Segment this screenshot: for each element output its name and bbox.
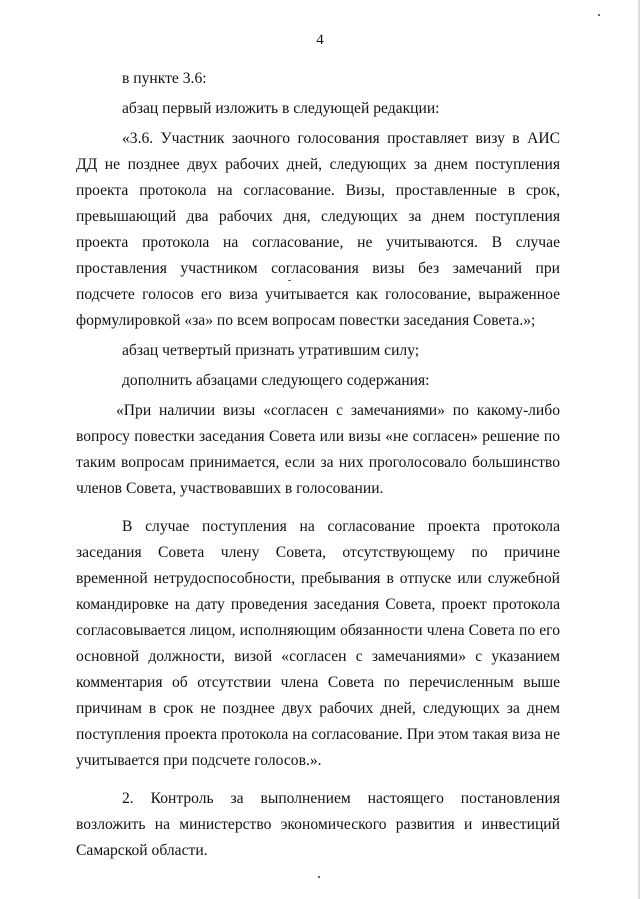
scan-speck <box>288 280 291 281</box>
paragraph-first-abzac-instruction: абзац первый изложить в следующей редакции: <box>122 100 440 117</box>
paragraph-new-abzac-remarks: «При наличии визы «согласен с замечаниями» по какому-либо вопросу повестки заседания Совета или визы «не согласен» решение по таким вопросам принимается, если за них проголосовало большинство членов Совета, участвовавших в голосовании. <box>76 402 560 497</box>
scan-speck <box>318 876 320 878</box>
paragraph-supplement-instruction: дополнить абзацами следующего содержания: <box>122 372 430 389</box>
paragraph-control-clause: 2. Контроль за выполнением настоящего постановления возложить на министерство экономического развития и инвестиций Самарской области. <box>76 790 560 859</box>
scan-speck <box>598 14 600 16</box>
paragraph-fourth-abzac-repeal: абзац четвертый признать утратившим силу; <box>122 342 420 359</box>
paragraph-new-wording-3-6: «3.6. Участник заочного голосования проставляет визу в АИС ДД не позднее двух рабочих дней, следующих за днем поступления проекта протокола на согласование. Визы, проставленные в срок, превышающий два рабочих дня, следующих за днем поступления проекта протокола на согласование, не учитываются. В случае проставления участником согласования визы без замечаний при подсчете голосов его виза учитывается как голосование, выраженное формулировкой «за» по всем вопросам повестки заседания Совета.»; <box>76 130 560 329</box>
page-number: 4 <box>316 32 324 48</box>
document-body <box>76 66 560 864</box>
paragraph-new-abzac-absence: В случае поступления на согласование проекта протокола заседания Совета члену Совета, отсутствующему по причине временной нетрудоспособности, пребывания в отпуске или служебной командировке на дату проведения заседания Совета, проект протокола согласовывается лицом, исполняющим обязанности члена Совета по его основной должности, визой «согласен с замечаниями» с указанием комментария об отсутствии члена Совета по перечисленным выше причинам в срок не позднее двух рабочих дней, следующих за днем поступления проекта протокола на согласование. При этом такая виза не учитывается при подсчете голосов.». <box>76 518 560 769</box>
paragraph-item-3-6: в пункте 3.6: <box>122 70 207 87</box>
